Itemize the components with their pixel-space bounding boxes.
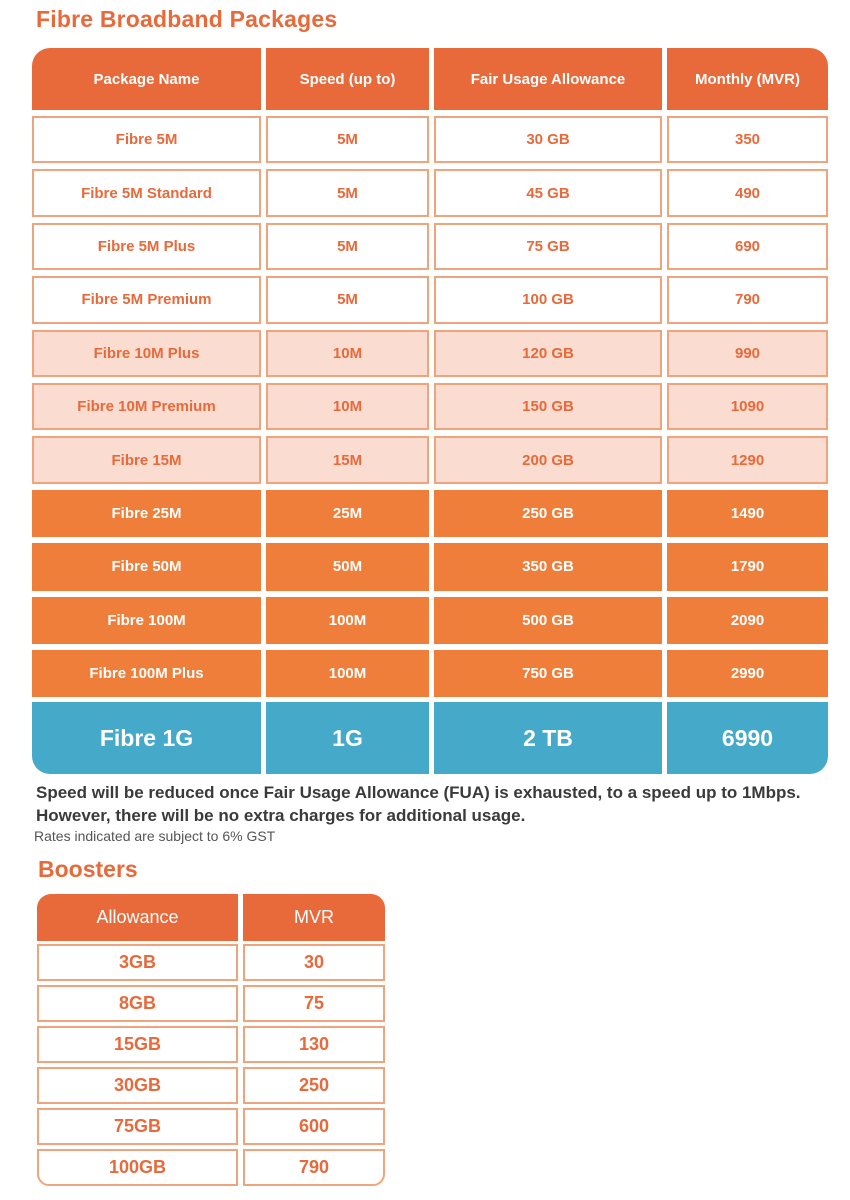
header-fair-usage: Fair Usage Allowance [434,48,662,110]
fua-cell: 250 GB [434,490,662,537]
header-allowance: Allowance [37,894,238,941]
package-name-cell: Fibre 25M [32,490,261,537]
fua-cell: 750 GB [434,650,662,697]
packages-header-row [32,48,828,110]
boosters-header-row [37,894,385,941]
mvr-cell: 75 [243,985,385,1022]
table-row [32,383,828,430]
speed-cell: 10M [266,383,429,430]
package-name-cell: Fibre 100M [32,597,261,644]
fua-cell: 350 GB [434,543,662,590]
fua-cell: 2 TB [434,702,662,774]
packages-table [32,48,828,774]
table-row [37,944,385,981]
fua-cell: 150 GB [434,383,662,430]
allowance-cell: 8GB [37,985,238,1022]
fua-note: Speed will be reduced once Fair Usage Allowance (FUA) is exhausted, to a speed up to 1Mbps. However, there will be no extra charges for additional usage. [36,783,801,825]
monthly-cell: 1290 [667,436,828,483]
package-name-cell: Fibre 5M Plus [32,223,261,270]
package-name-cell: Fibre 10M Plus [32,330,261,377]
package-name-cell: Fibre 50M [32,543,261,590]
mvr-cell: 250 [243,1067,385,1104]
table-row [32,490,828,537]
table-row [37,1149,385,1186]
monthly-cell: 2090 [667,597,828,644]
monthly-cell: 1790 [667,543,828,590]
speed-cell: 10M [266,330,429,377]
speed-cell: 50M [266,543,429,590]
table-row [32,169,828,216]
fua-cell: 120 GB [434,330,662,377]
table-row [32,223,828,270]
allowance-cell: 75GB [37,1108,238,1145]
allowance-cell: 3GB [37,944,238,981]
fua-cell: 200 GB [434,436,662,483]
monthly-cell: 6990 [667,702,828,774]
monthly-cell: 1090 [667,383,828,430]
mvr-cell: 600 [243,1108,385,1145]
gst-note: Rates indicated are subject to 6% GST [34,828,276,844]
package-name-cell: Fibre 5M [32,116,261,163]
fua-cell: 75 GB [434,223,662,270]
page-title: Fibre Broadband Packages [36,6,338,32]
mvr-cell: 30 [243,944,385,981]
speed-cell: 5M [266,169,429,216]
boosters-table [37,894,385,1186]
table-row [37,1067,385,1104]
fua-cell: 100 GB [434,276,662,323]
speed-cell: 100M [266,650,429,697]
table-row [32,650,828,697]
mvr-cell: 130 [243,1026,385,1063]
fua-cell: 500 GB [434,597,662,644]
header-monthly: Monthly (MVR) [667,48,828,110]
header-package-name: Package Name [32,48,261,110]
package-name-cell: Fibre 15M [32,436,261,483]
header-speed: Speed (up to) [266,48,429,110]
boosters-title: Boosters [38,856,138,882]
speed-cell: 1G [266,702,429,774]
table-row [32,543,828,590]
speed-cell: 25M [266,490,429,537]
table-row [32,276,828,323]
monthly-cell: 990 [667,330,828,377]
monthly-cell: 350 [667,116,828,163]
boosters-body [37,944,385,1186]
monthly-cell: 2990 [667,650,828,697]
allowance-cell: 15GB [37,1026,238,1063]
package-name-cell: Fibre 5M Premium [32,276,261,323]
package-name-cell: Fibre 5M Standard [32,169,261,216]
table-row-featured [32,702,828,774]
table-row [37,1026,385,1063]
speed-cell: 5M [266,223,429,270]
table-row [32,330,828,377]
monthly-cell: 790 [667,276,828,323]
fua-cell: 45 GB [434,169,662,216]
table-row [32,436,828,483]
allowance-cell: 100GB [37,1149,238,1186]
package-name-cell: Fibre 10M Premium [32,383,261,430]
package-name-cell: Fibre 100M Plus [32,650,261,697]
table-row [32,597,828,644]
mvr-cell: 790 [243,1149,385,1186]
table-row [32,116,828,163]
speed-cell: 5M [266,116,429,163]
table-row [37,1108,385,1145]
speed-cell: 100M [266,597,429,644]
monthly-cell: 1490 [667,490,828,537]
packages-body [32,116,828,697]
fua-cell: 30 GB [434,116,662,163]
package-name-cell: Fibre 1G [32,702,261,774]
header-mvr: MVR [243,894,385,941]
speed-cell: 15M [266,436,429,483]
monthly-cell: 490 [667,169,828,216]
monthly-cell: 690 [667,223,828,270]
allowance-cell: 30GB [37,1067,238,1104]
speed-cell: 5M [266,276,429,323]
table-row [37,985,385,1022]
